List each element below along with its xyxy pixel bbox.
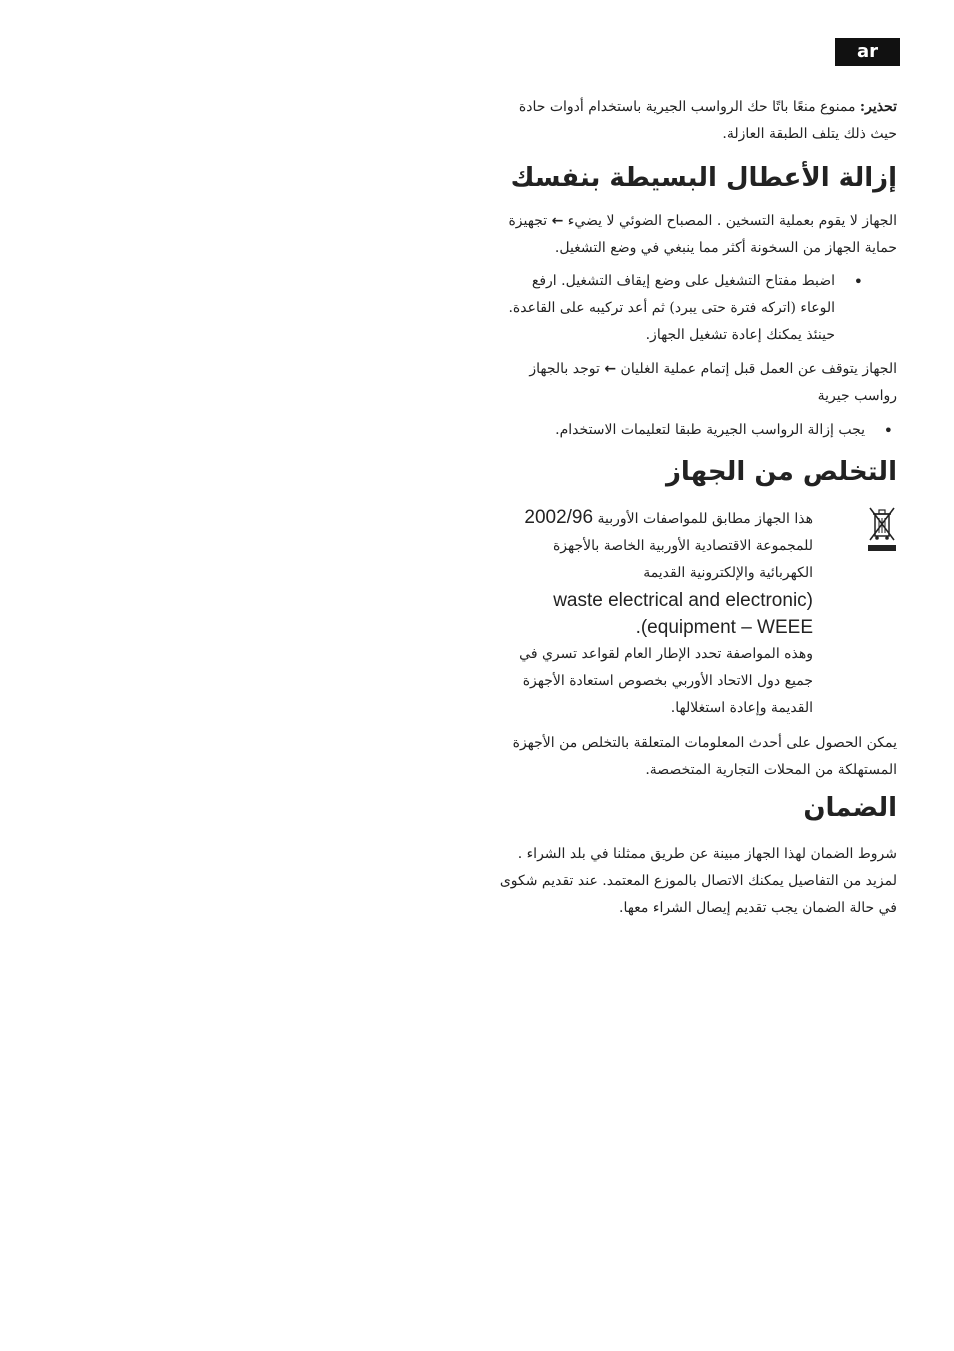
fault-2-remedy-text: يجب إزالة الرواسب الجيرية طبقا لتعليمات الاستخدام. xyxy=(555,422,865,438)
weee-latin-2: .(equipment – WEEE xyxy=(635,617,813,638)
warranty-block xyxy=(495,841,897,922)
disposal-line-1 xyxy=(495,504,813,533)
fault-2-cause: الجهاز يتوقف عن العمل قبل إتمام عملية الغليان xyxy=(620,361,897,377)
arrow-icon: ← xyxy=(551,213,564,229)
fault-1-cause: الجهاز لا يقوم بعملية التسخين . المصباح الضوئي لا يضيء xyxy=(567,213,897,229)
section-disposal xyxy=(495,452,897,492)
weee-wrap xyxy=(495,504,897,722)
fault-1-effect: تجهيزة حماية الجهاز من السخونة أكثر مما ينبغي في وضع التشغيل. xyxy=(508,213,897,256)
directive-code: 2002/96 xyxy=(524,507,594,528)
language-badge: ar xyxy=(835,38,900,66)
fault-2 xyxy=(495,356,897,410)
fault-2-effect: توجد بالجهاز رواسب جيرية xyxy=(529,361,897,404)
fault-2-remedy xyxy=(495,417,897,444)
warranty-title: الضمان xyxy=(803,793,897,823)
list-item xyxy=(495,268,863,349)
disposal-line-2: للمجموعة الاقتصادية الأوربية الخاصة بالأجهزة الكهربائية والإلكترونية القديمة xyxy=(552,538,813,581)
fault-1 xyxy=(495,208,897,262)
disposal-line-1-text: هذا الجهاز مطابق للمواصفات الأوربية xyxy=(597,511,813,527)
list-item xyxy=(495,417,893,444)
crossed-bin-icon xyxy=(867,506,897,552)
fault-2-remedy-list xyxy=(495,417,897,444)
warning-block xyxy=(495,94,897,148)
disposal-title: التخلص من الجهاز xyxy=(665,457,897,487)
disposal-line-3: وهذه المواصفة تحدد الإطار العام لقواعد تسري في جميع دول الاتحاد الأوربي بخصوص استعادة الأجهزة القديمة وإعادة استغلالها. xyxy=(519,646,813,716)
arrow-icon: ← xyxy=(604,361,617,377)
fault-1-text xyxy=(495,208,897,262)
troubleshooting-title: إزالة الأعطال البسيطة بنفسك xyxy=(510,163,897,193)
bullet-icon: • xyxy=(883,421,893,440)
fault-2-text xyxy=(495,356,897,410)
fault-1-remedy xyxy=(495,268,867,349)
warning-label: تحذير: xyxy=(859,99,897,115)
weee-latin-1: waste electrical and electronic) xyxy=(553,590,813,611)
fault-1-remedy-text: اضبط مفتاح التشغيل على وضع إيقاف التشغيل. ارفع الوعاء (اتركه فترة حتى يبرد) ثم أعد تركيبه على القاعدة. حينئذ يمكنك إعادة تشغيل الجهاز. xyxy=(508,273,835,343)
fault-1-remedy-list xyxy=(495,268,867,349)
disposal-info-text: يمكن الحصول على أحدث المعلومات المتعلقة بالتخلص من الأجهزة المستهلكة من المحلات التجارية المتخصصة. xyxy=(512,735,897,778)
disposal-block xyxy=(495,504,897,722)
bullet-icon: • xyxy=(853,272,863,291)
disposal-info xyxy=(495,730,897,784)
warning-text: ممنوع منعًا باتًا حك الرواسب الجيرية باستخدام أدوات حادة حيث ذلك يتلف الطبقة العازلة. xyxy=(518,99,897,142)
section-troubleshooting xyxy=(495,158,897,198)
warranty-text: شروط الضمان لهذا الجهاز مبينة عن طريق ممثلنا في بلد الشراء . لمزيد من التفاصيل يمكنك الاتصال بالموزع المعتمد. عند تقديم شكوى في حالة الضمان يجب تقديم إيصال الشراء معها. xyxy=(499,846,897,916)
warning-paragraph xyxy=(495,94,897,148)
section-warranty xyxy=(495,788,897,828)
